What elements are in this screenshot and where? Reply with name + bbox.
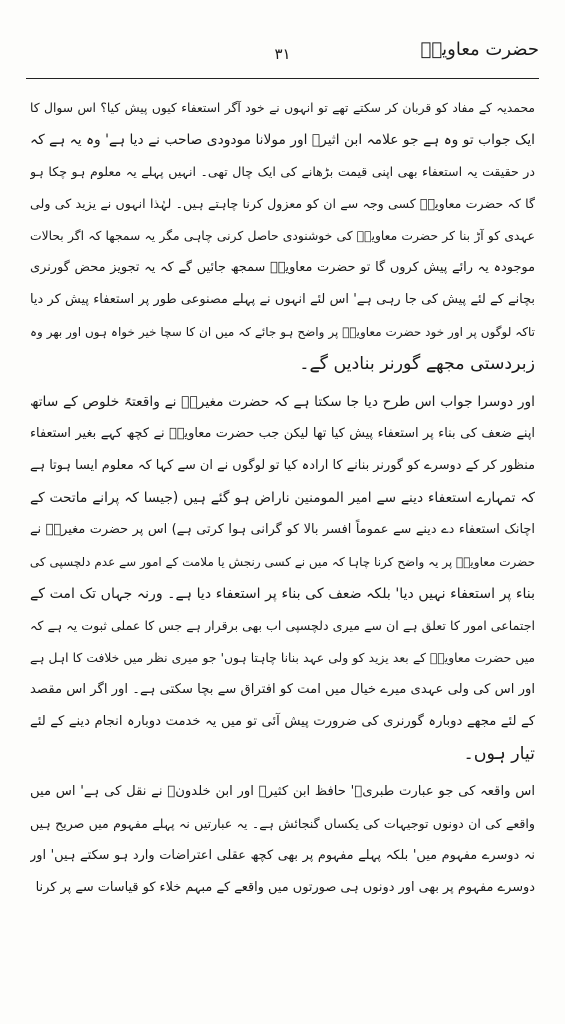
text-line: گا کہ حضرت معاویہؓ کسی وجہ سے ان کو معزول کرنا چاہتے ہیں۔ لہٰذا انہوں نے یزید کی ولی [30, 196, 535, 211]
header-rule [26, 78, 539, 79]
running-title: حضرت معاویہؓ [420, 39, 539, 60]
text-line: اور دوسرا جواب اس طرح دیا جا سکتا ہے کہ حضرت مغیرہؓ نے واقعتہً خلوص کے ساتھ [30, 394, 535, 410]
text-line: بناء پر استعفاء نہیں دیا' بلکہ ضعف کی بناء پر استعفاء دیا ہے۔ ورنہ جہاں تک امت کے [30, 586, 535, 602]
body-text [30, 92, 535, 904]
text-line: واقعے کی ان دونوں توجیہات کی یکساں گنجائش ہے۔ یہ عبارتیں نہ پہلے مفہوم میں صریح ہیں [30, 816, 535, 831]
text-line: در حقیقت یہ استعفاء بھی اپنی قیمت بڑھانے کی ایک چال تھی۔ انہیں پہلے یہ معلوم ہو چکا ہو [30, 164, 535, 179]
text-line: اور اس کی ولی عہدی میرے خیال میں امت کو افتراق سے بچا سکتی ہے۔ اور اگر اس مقصد [30, 682, 535, 697]
page-number: ۳۱ [274, 45, 291, 63]
text-line: تیار ہوں۔ [463, 744, 535, 764]
text-line: محمدیہ کے مفاد کو قربان کر سکتے تھے تو انہوں نے خود آگر استعفاء کیوں پیش کیا؟ اس سوال کا [30, 101, 535, 115]
page-header [26, 36, 539, 76]
text-line: اس واقعہ کی جو عبارت طبریؒ' حافظ ابن کثیرؒ اور ابن خلدونؒ نے نقل کی ہے' اس میں [30, 784, 535, 799]
text-line: منظور کر کے دوسرے کو گورنر بنانے کا ارادہ کیا تو لوگوں نے ان سے کہا کہ معلوم ایسا ہوتا ہے [30, 458, 535, 473]
text-line: تاکہ لوگوں پر اور خود حضرت معاویہؓ پر واضح ہو جائے کہ میں ان کا سچا خیر خواہ ہوں اور بھر وہ [30, 325, 535, 339]
text-line: میں حضرت معاویہؓ کے بعد یزید کو ولی عہد بنانا چاہتا ہوں' جو میری نظر میں خلافت کا اہل ہے [30, 651, 535, 665]
text-line: حضرت معاویہؓ پر یہ واضح کرنا چاہا کہ میں نے کسی رنجش یا ملامت کے امور سے عدم دلچسپی کی [30, 555, 535, 569]
paragraph [30, 92, 535, 380]
text-line: دوسرے مفہوم پر بھی اور دونوں ہی صورتوں میں واقعے کے مبہم خلاء کو قیاسات سے پر کرنا [35, 880, 535, 895]
text-line: کے لئے مجھے دوبارہ گورنری کی ضرورت پیش آئی تو میں یہ خدمت دوبارہ انجام دینے کے لئے [30, 714, 535, 729]
paragraph [30, 386, 535, 770]
text-line: زبردستی مجھے گورنر بنادیں گے۔ [299, 354, 535, 374]
text-line: اجتماعی امور کا تعلق ہے ان سے میری دلچسپی اب بھی برقرار ہے جس کا عملی ثبوت یہ ہے کہ [30, 618, 535, 633]
text-line: اپنے ضعف کی بناء پر استعفاء پیش کیا تھا لیکن جب حضرت معاویہؓ نے کچھ کہے بغیر استعفاء [30, 426, 535, 441]
text-line: نہ دوسرے مفہوم میں' بلکہ پہلے مفہوم پر بھی کچھ عقلی اعتراضات وارد ہو سکتے ہیں' اور [30, 848, 535, 863]
text-line: موجودہ یہ رائے پیش کروں گا تو حضرت معاویہؓ سمجھ جائیں گے کہ یہ تجویز محض گورنری [30, 260, 535, 275]
text-line: بچانے کے لئے پیش کی جا رہی ہے' اس لئے انہوں نے پہلے مصنوعی طور پر استعفاء پیش کر دیا [30, 292, 535, 307]
text-line: ایک جواب تو وہ ہے جو علامہ ابن اثیرؒ اور مولانا مودودی صاحب نے دیا ہے' وہ یہ ہے کہ [30, 132, 535, 148]
text-line: عہدی کو آڑ بنا کر حضرت معاویہؓ کی خوشنودی حاصل کرنی چاہی مگر یہ سمجھا کہ اگر بحالات [30, 229, 535, 243]
text-line: اچانک استعفاء دے دینے سے عموماً افسر بالا کو گرانی ہوا کرتی ہے) اس پر حضرت مغیرہؓ نے [30, 522, 535, 537]
paragraph [30, 776, 535, 904]
text-line: کہ تمہارے استعفاء دینے سے امیر المومنین ناراض ہو گئے ہیں (جیسا کہ پرانے ماتحت کے [30, 490, 535, 506]
